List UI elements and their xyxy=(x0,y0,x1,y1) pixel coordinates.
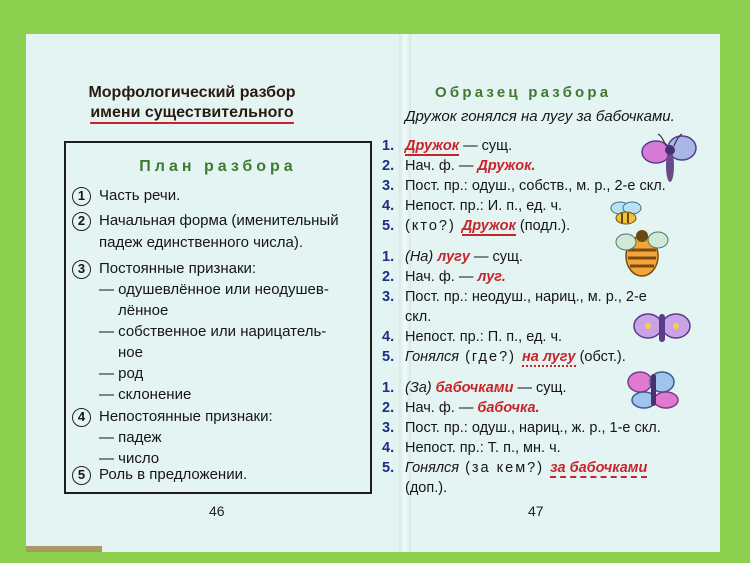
butterfly-illustration-2 xyxy=(630,306,694,350)
plan-number-3: 3 xyxy=(72,260,91,279)
plan-item-3-line1: Постоянные признаки: xyxy=(99,260,257,277)
plan-number-4: 4 xyxy=(72,408,91,427)
right-page-title: Образец разбора xyxy=(435,84,612,101)
b3-line6: (доп.). xyxy=(405,480,448,496)
plan-item-3-line4: — собственное или нарицатель- xyxy=(99,323,327,340)
plan-item-3-line3: лённое xyxy=(118,302,169,319)
b3-line3: 3. Пост. пр.: одуш., нариц., ж. р., 1-е скл. xyxy=(382,420,661,436)
page-number-left: 46 xyxy=(209,503,225,519)
plan-item-2-line1: Начальная форма (именительный xyxy=(99,212,339,229)
b3-line4: 4. Непост. пр.: Т. п., мн. ч. xyxy=(382,440,561,456)
b2-line3-cont: скл. xyxy=(405,309,432,325)
decorative-strip xyxy=(26,546,102,552)
b1-line1: 1. Дружок — сущ. xyxy=(382,138,513,154)
plan-item-4-line3: — число xyxy=(99,450,160,467)
plan-item-1: Часть речи. xyxy=(99,187,181,204)
plan-item-3-line6: — род xyxy=(99,365,144,382)
left-title-line2: имени существительного xyxy=(90,104,293,124)
left-title-line1: Морфологический разбор xyxy=(88,84,296,101)
plan-number-2: 2 xyxy=(72,212,91,231)
plan-item-4-line1: Непостоянные признаки: xyxy=(99,408,273,425)
b1-line5: 5. (кто?) Дружок (подл.). xyxy=(382,218,571,234)
plan-heading: План разбора xyxy=(139,158,297,175)
plan-number-5: 5 xyxy=(72,466,91,485)
plan-box xyxy=(64,141,372,494)
b2-line3: 3. Пост. пр.: неодуш., нариц., м. р., 2-е xyxy=(382,289,647,305)
bee-illustration-small xyxy=(606,200,646,228)
left-page-title xyxy=(72,83,312,123)
butterfly-illustration-1 xyxy=(632,132,704,188)
b2-line2: 2. Нач. ф. — луг. xyxy=(382,269,506,285)
plan-item-4-line2: — падеж xyxy=(99,429,162,446)
plan-item-5: Роль в предложении. xyxy=(99,466,248,483)
b3-line2: 2. Нач. ф. — бабочка. xyxy=(382,400,540,416)
sample-sentence: Дружок гонялся на лугу за бабочками. xyxy=(405,108,675,125)
plan-number-1: 1 xyxy=(72,187,91,206)
page-number-right: 47 xyxy=(528,503,544,519)
bee-illustration xyxy=(612,226,672,284)
b2-line4: 4. Непост. пр.: П. п., ед. ч. xyxy=(382,329,563,345)
b1-line2: 2. Нач. ф. — Дружок. xyxy=(382,158,536,174)
b3-line1: 1. (За) бабочками — сущ. xyxy=(382,380,567,396)
b3-line5: 5. Гонялся (за кем?) за бабочками xyxy=(382,460,648,476)
plan-item-3-line7: — склонение xyxy=(99,386,192,403)
b2-line5: 5. Гонялся (где?) на лугу (обст.). xyxy=(382,349,626,365)
b1-word: Дружок xyxy=(405,138,460,154)
butterfly-illustration-3 xyxy=(622,368,684,412)
b1-line4: 4. Непост. пр.: И. п., ед. ч. xyxy=(382,198,563,214)
plan-item-3-line2: — одушевлённое или неодушев- xyxy=(99,281,329,298)
plan-item-2-line2: падеж единственного числа). xyxy=(99,234,304,251)
b2-line1: 1. (На) лугу — сущ. xyxy=(382,249,523,265)
b1-line3: 3. Пост. пр.: одуш., собств., м. р., 2-е скл. xyxy=(382,178,666,194)
plan-item-3-line5: ное xyxy=(118,344,143,361)
